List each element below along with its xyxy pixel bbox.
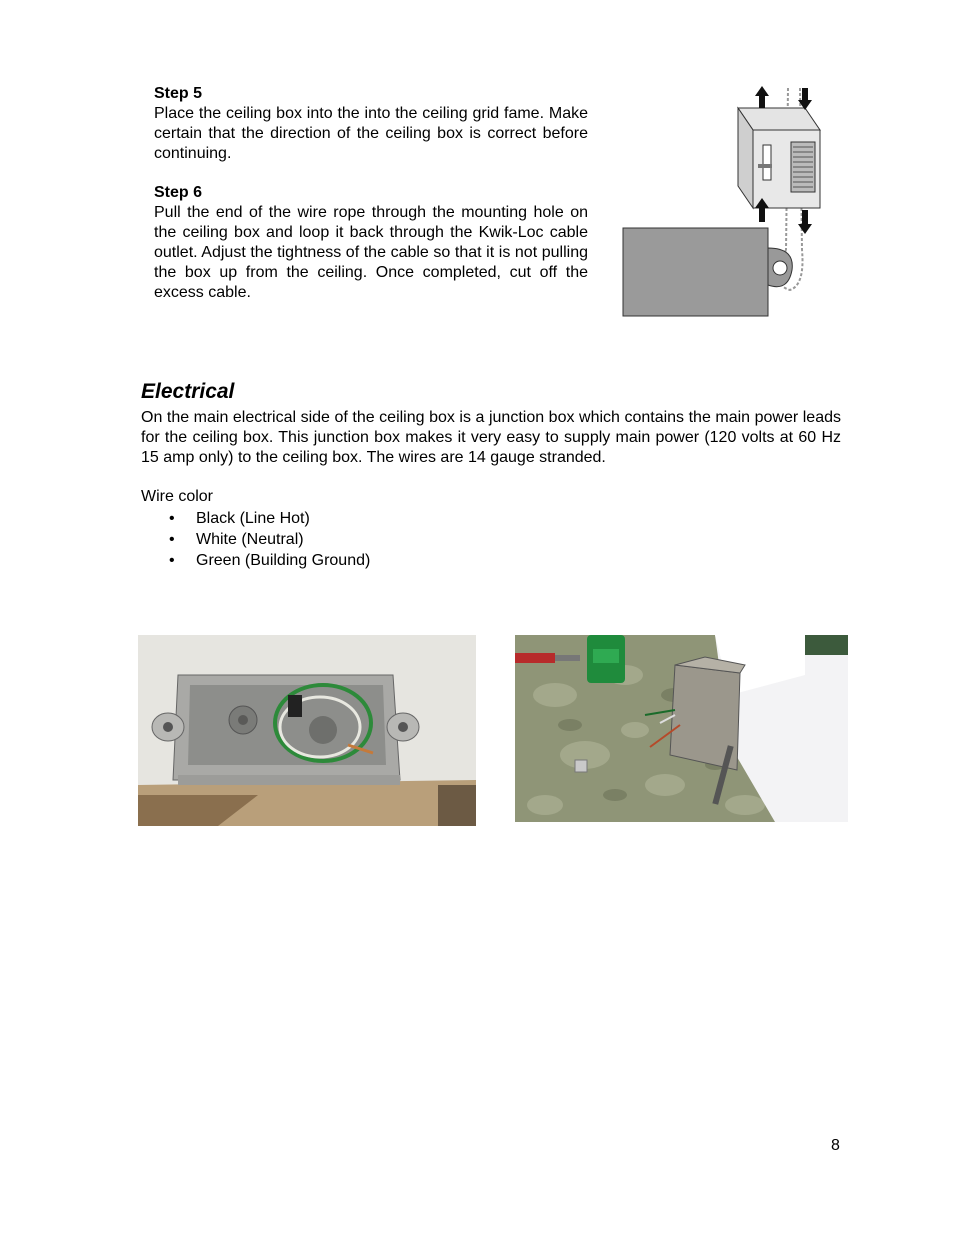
electrical-heading: Electrical xyxy=(141,380,235,403)
wire-color-list xyxy=(141,508,370,571)
step-5-section xyxy=(154,84,588,164)
step-6-text: Pull the end of the wire rope through the mounting hole on the ceiling box and loop it back through the Kwik-Loc cable outlet. Adjust the tightness of the cable so that it is not pulling the box up from the ceiling. Once completed, cut off the excess cable. xyxy=(154,204,588,301)
bullet-icon: • xyxy=(169,531,175,548)
wire-color-item: Green (Building Ground) xyxy=(196,552,371,569)
list-item xyxy=(141,529,370,550)
junction-box-table-photo xyxy=(515,635,848,822)
electrical-paragraph: On the main electrical side of the ceiling box is a junction box which contains the main power leads for the ceiling box. This junction box makes it very easy to supply main power (120 volts at 60 Hz 15 amp only) to the ceiling box. The wires are 14 gauge stranded. xyxy=(141,409,841,466)
step-5-text: Place the ceiling box into the into the ceiling grid fame. Make certain that the direction of the ceiling box is correct before continuing. xyxy=(154,105,588,162)
list-item xyxy=(141,550,370,571)
junction-box-photo xyxy=(138,635,476,826)
wire-color-item: White (Neutral) xyxy=(196,531,304,548)
page-number: 8 xyxy=(831,1137,840,1154)
bullet-icon: • xyxy=(169,510,175,527)
wire-color-item: Black (Line Hot) xyxy=(196,510,310,527)
step-6-section xyxy=(154,183,588,303)
list-item xyxy=(141,508,370,529)
bullet-icon: • xyxy=(169,552,175,569)
ceiling-box-diagram xyxy=(620,80,845,320)
wire-color-title: Wire color xyxy=(141,488,214,505)
step-5-title: Step 5 xyxy=(154,85,203,102)
step-6-title: Step 6 xyxy=(154,184,203,201)
